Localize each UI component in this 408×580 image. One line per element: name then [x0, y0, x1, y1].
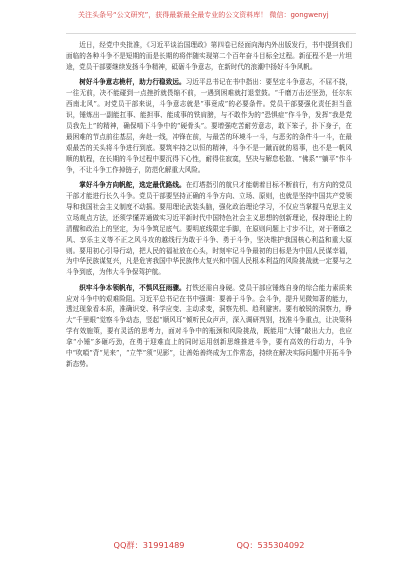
- paragraph-text: 打铁还需自身硬。党员干部应锤炼自身的综合能力素质来应对斗争中的艰难险阻。习近平总书记在书中强调：要善于斗争。会斗争，提升见微知著的能力，透过现象看本质，准确识变、科学应变、主动求变，洞察先机、趋利避害。要有敏锐的洞察力，睁大“千里眼”觉察斗争动态，竖起“顺风耳”倾听民众声声，深入调研判别，找准斗争重点，让决策科学有效施策，要有灵活的思考力，面对斗争中的瓶颈和风险挑战，既能用“大锤”敲出大力，也应拿“小锤”多砸巧劲，在勇于迎难直上的同时运用创新思维推进斗争，要有高效的行动力，斗争中“吹嗩”背“见来”，“立竿”须“见影”，让善始善终成为工作常态，持续在解决实际问题中开拓斗争新态势。: [66, 283, 353, 369]
- paragraph-intro: [66, 40, 352, 73]
- paragraph-section-2: [66, 180, 352, 279]
- paragraph-text: 在灯塔指引的航只才能朝着目标不断前行，有方向的党员干部才能进行长久斗争。党员干部要坚持正确的斗争方向、立场、原则，也就是坚持中国共产党领导和我国社会主义制度不动摇。要用理论武装头脑，强化政治理论学习，不仅应当掌握马克思主义立场观点方法，还须学懂弄通做实习近平新时代中国特色社会主义思想的创新理论，保持理论上的清醒和政治上的坚定，为斗争筑足底气。要明底线限定手脚，在原则问题上寸步不让，对于奢靡之风、享乐主义等不正之风斗攻的越线行为敢于斗争、勇于斗争，坚决维护我国核心利益和重大原则。要用初心引导行动，把人民的福祉放在心头，时刻牢记斗争最初的目标是为中国人民谋幸福，为中华民族谋复兴，凡是危害我国中华民族伟大复兴和中国人民根本利益的风险挑战就一定要与之斗争到底，为伟大斗争保驾护航。: [66, 180, 353, 277]
- section-heading: 织牢斗争本领帆布，不惧风狂雨骤。: [79, 283, 186, 292]
- header-divider: [66, 33, 356, 34]
- paragraph-text: 习近平总书记在书中指出：要坚定斗争意志，不屈不挠，一往无前，决不能碰到一点挫折就畏缩不前，一遇到困难就打退堂鼓。“千磨万击还坚劲，任尔东西南北风”。对党员干部来说，斗争意志就是“事竟成”的必要条件。党员干部要强化责任担当意识，锤炼出一副能扛事、能担事、能成事的铁肩膀，与不敢作为的“恐惧症”作斗争，发挥“我是党员我先上”的精神，确保啃下斗争中的“硬骨头”。要增强吃苦耐劳意志，敢下笨子，扑下身子，在最困难的节点前往基层，奔赴一线，冲锋在前，与最苦的环境斗一斗，与恶劣的条件斗一斗，在最艰最苦的关头将斗争进行到底。要筑牢持之以恒的精神，斗争不是一蹴而就的易事，也不是一帆风顺的航程，在长期的斗争过程中要沉得下心性，耐得住寂寞，坚决与解怠松散、“佛系”“躺平”作斗争，不让斗争工作掉链子，防范化解重大风险。: [66, 78, 353, 174]
- footer-contact: [66, 540, 352, 551]
- paragraph-text: 近日，经党中央批准，《习近平谈治国理政》第四卷已经面向海内外出版发行，书中提到我们面临的各种斗争不是短期的而是长期的将伴随实现第二个百年奋斗目标全过程。新征程不是一片坦途，党员干部要继续发扬斗争精神，砥砺斗争意志，在新时代的浪潮中扬好斗争风帆。: [66, 41, 352, 71]
- footer-qq-number: QQ：535304092: [236, 540, 305, 550]
- article-body: [66, 40, 352, 374]
- footer-qq-group: QQ群：31991489: [113, 540, 185, 550]
- paragraph-section-1: [66, 77, 352, 176]
- paragraph-section-3: [66, 283, 352, 371]
- header-banner: 关注头条号“公文研究”，获得最新最全最专业的公文资料库！ 微信：gongwenyj: [78, 11, 329, 19]
- section-heading: 树好斗争意志桅杆，助力行稳致远。: [79, 78, 186, 87]
- section-heading: 掌好斗争方向帆舵，选定最优路线。: [79, 180, 186, 189]
